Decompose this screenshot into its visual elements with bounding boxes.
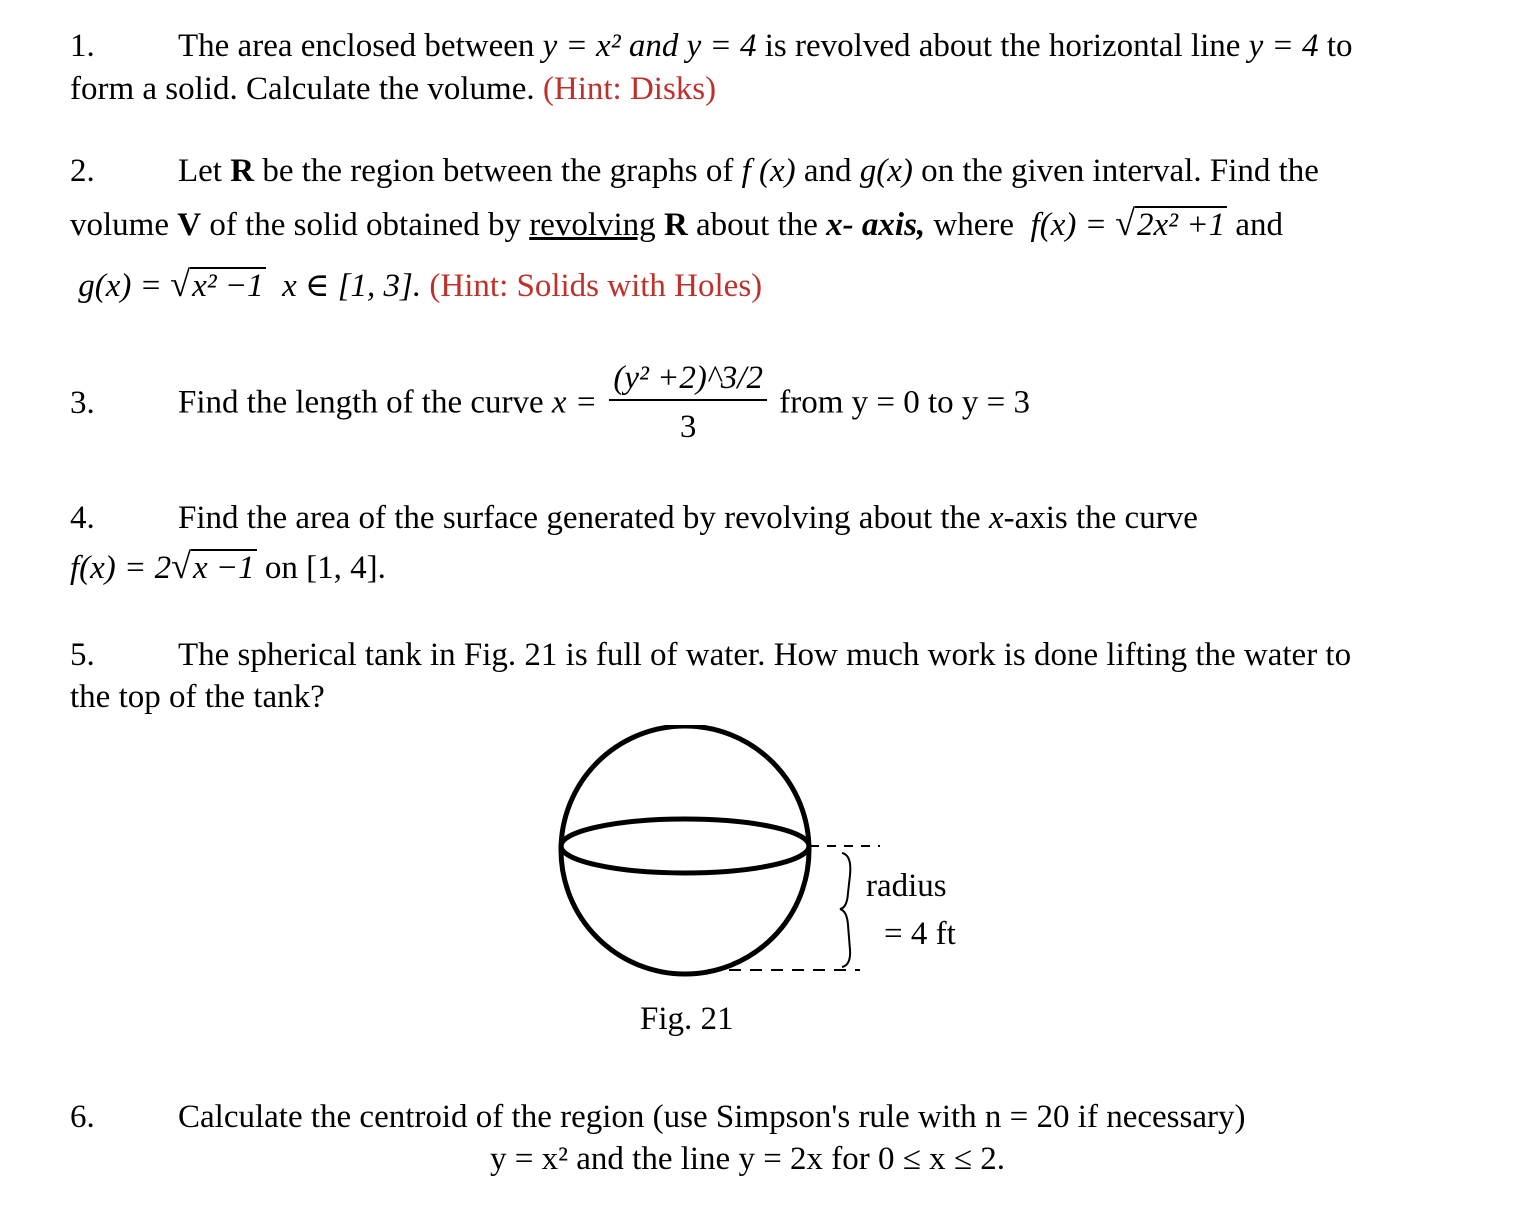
problem-4-line-1 (70, 502, 1198, 535)
region-symbol: R (230, 153, 255, 189)
problem-text: the top of the tank? (70, 679, 325, 715)
function-f: f (x) (741, 153, 796, 189)
problem-4-line-2 (70, 548, 386, 586)
problem-6-line-2 (490, 1143, 1005, 1176)
sqrt-icon: √ (171, 546, 191, 586)
problem-6-line-1 (70, 1101, 1245, 1134)
problem-2-line-1 (70, 155, 1319, 188)
fraction (609, 362, 767, 444)
problem-2-line-3 (70, 266, 762, 304)
interval: x ∈ [1, 3]. (282, 268, 422, 304)
g-definition-lhs: g(x) = (78, 268, 162, 304)
axis-label: x (988, 500, 1004, 536)
problem-text-underlined: revolving (529, 207, 656, 243)
problem-text: where (933, 207, 1015, 243)
problem-text: about the (696, 207, 818, 243)
sphere-outline (561, 726, 809, 974)
problem-text: be the region between the graphs of (262, 153, 734, 189)
f-definition-lhs: f(x) = (1030, 207, 1107, 243)
problem-1-line-1 (70, 30, 1352, 63)
brace-icon (840, 853, 850, 967)
function-lhs: f(x) = 2 (70, 550, 172, 586)
problem-text: from y = 0 to y = 3 (779, 384, 1031, 421)
equator-ellipse (561, 819, 809, 873)
problem-2-line-2 (70, 205, 1283, 243)
region-symbol: R (663, 207, 688, 243)
spherical-tank-figure (540, 725, 900, 985)
sqrt-expression (1115, 205, 1227, 243)
radicand: x −1 (192, 550, 255, 586)
equation: y = x² and y = 4 (542, 28, 757, 64)
equation-lhs: x = (551, 384, 598, 421)
problem-5-line-1 (70, 639, 1351, 672)
problem-number: 4. (70, 500, 95, 536)
figure-caption: Fig. 21 (640, 1001, 734, 1037)
problem-text: Find the length of the curve (178, 384, 544, 421)
problem-text: volume (70, 207, 169, 243)
problem-number: 2. (70, 153, 95, 189)
problem-number: 6. (70, 1099, 95, 1135)
problem-text: The spherical tank in Fig. 21 is full of water. How much work is done lifting the water to (178, 637, 1352, 673)
sqrt-expression (171, 548, 257, 586)
hint-text: (Hint: Solids with Holes) (429, 268, 763, 304)
problem-text: y = x² and the line y = 2x for 0 ≤ x ≤ 2. (490, 1141, 1006, 1177)
sqrt-icon: √ (1115, 203, 1136, 243)
problem-number: 5. (70, 637, 95, 673)
sqrt-expression (170, 266, 265, 304)
problem-text: and (803, 153, 852, 189)
problem-text: -axis the curve (1003, 500, 1198, 536)
problem-text: Let (178, 153, 222, 189)
problem-text: on [1, 4]. (264, 550, 386, 586)
problem-text: of the solid obtained by (209, 207, 521, 243)
problem-5-line-2 (70, 681, 325, 714)
radicand: x² −1 (192, 268, 264, 304)
problem-number: 3. (70, 384, 95, 421)
radius-value: = 4 ft (884, 916, 956, 952)
problem-text: is revolved about the horizontal line (764, 28, 1241, 64)
equation: y = 4 (1248, 28, 1319, 64)
fraction-numerator: (y² +2)^3/2 (609, 362, 767, 401)
problem-text: Find the area of the surface generated by revolving about the (178, 500, 981, 536)
function-g: g(x) (859, 153, 913, 189)
axis-label: x- axis, (826, 207, 926, 243)
sqrt-icon: √ (170, 264, 191, 304)
problem-text: form a solid. Calculate the volume. (70, 71, 535, 107)
fraction-denominator: 3 (679, 409, 697, 445)
problem-text: on the given interval. Find the (921, 153, 1319, 189)
hint-text: (Hint: Disks) (542, 71, 717, 107)
radius-label: radius (866, 868, 947, 904)
problem-1-line-2 (70, 73, 716, 106)
problem-text: to (1326, 28, 1353, 64)
problem-text: Calculate the centroid of the region (use Simpson's rule with n = 20 if necessary) (178, 1099, 1246, 1135)
radicand: 2x² +1 (1137, 207, 1226, 243)
volume-symbol: V (177, 207, 202, 243)
problem-number: 1. (70, 28, 95, 64)
problem-text: The area enclosed between (178, 28, 535, 64)
problem-3-line (70, 362, 1030, 444)
problem-text: and (1235, 207, 1283, 243)
